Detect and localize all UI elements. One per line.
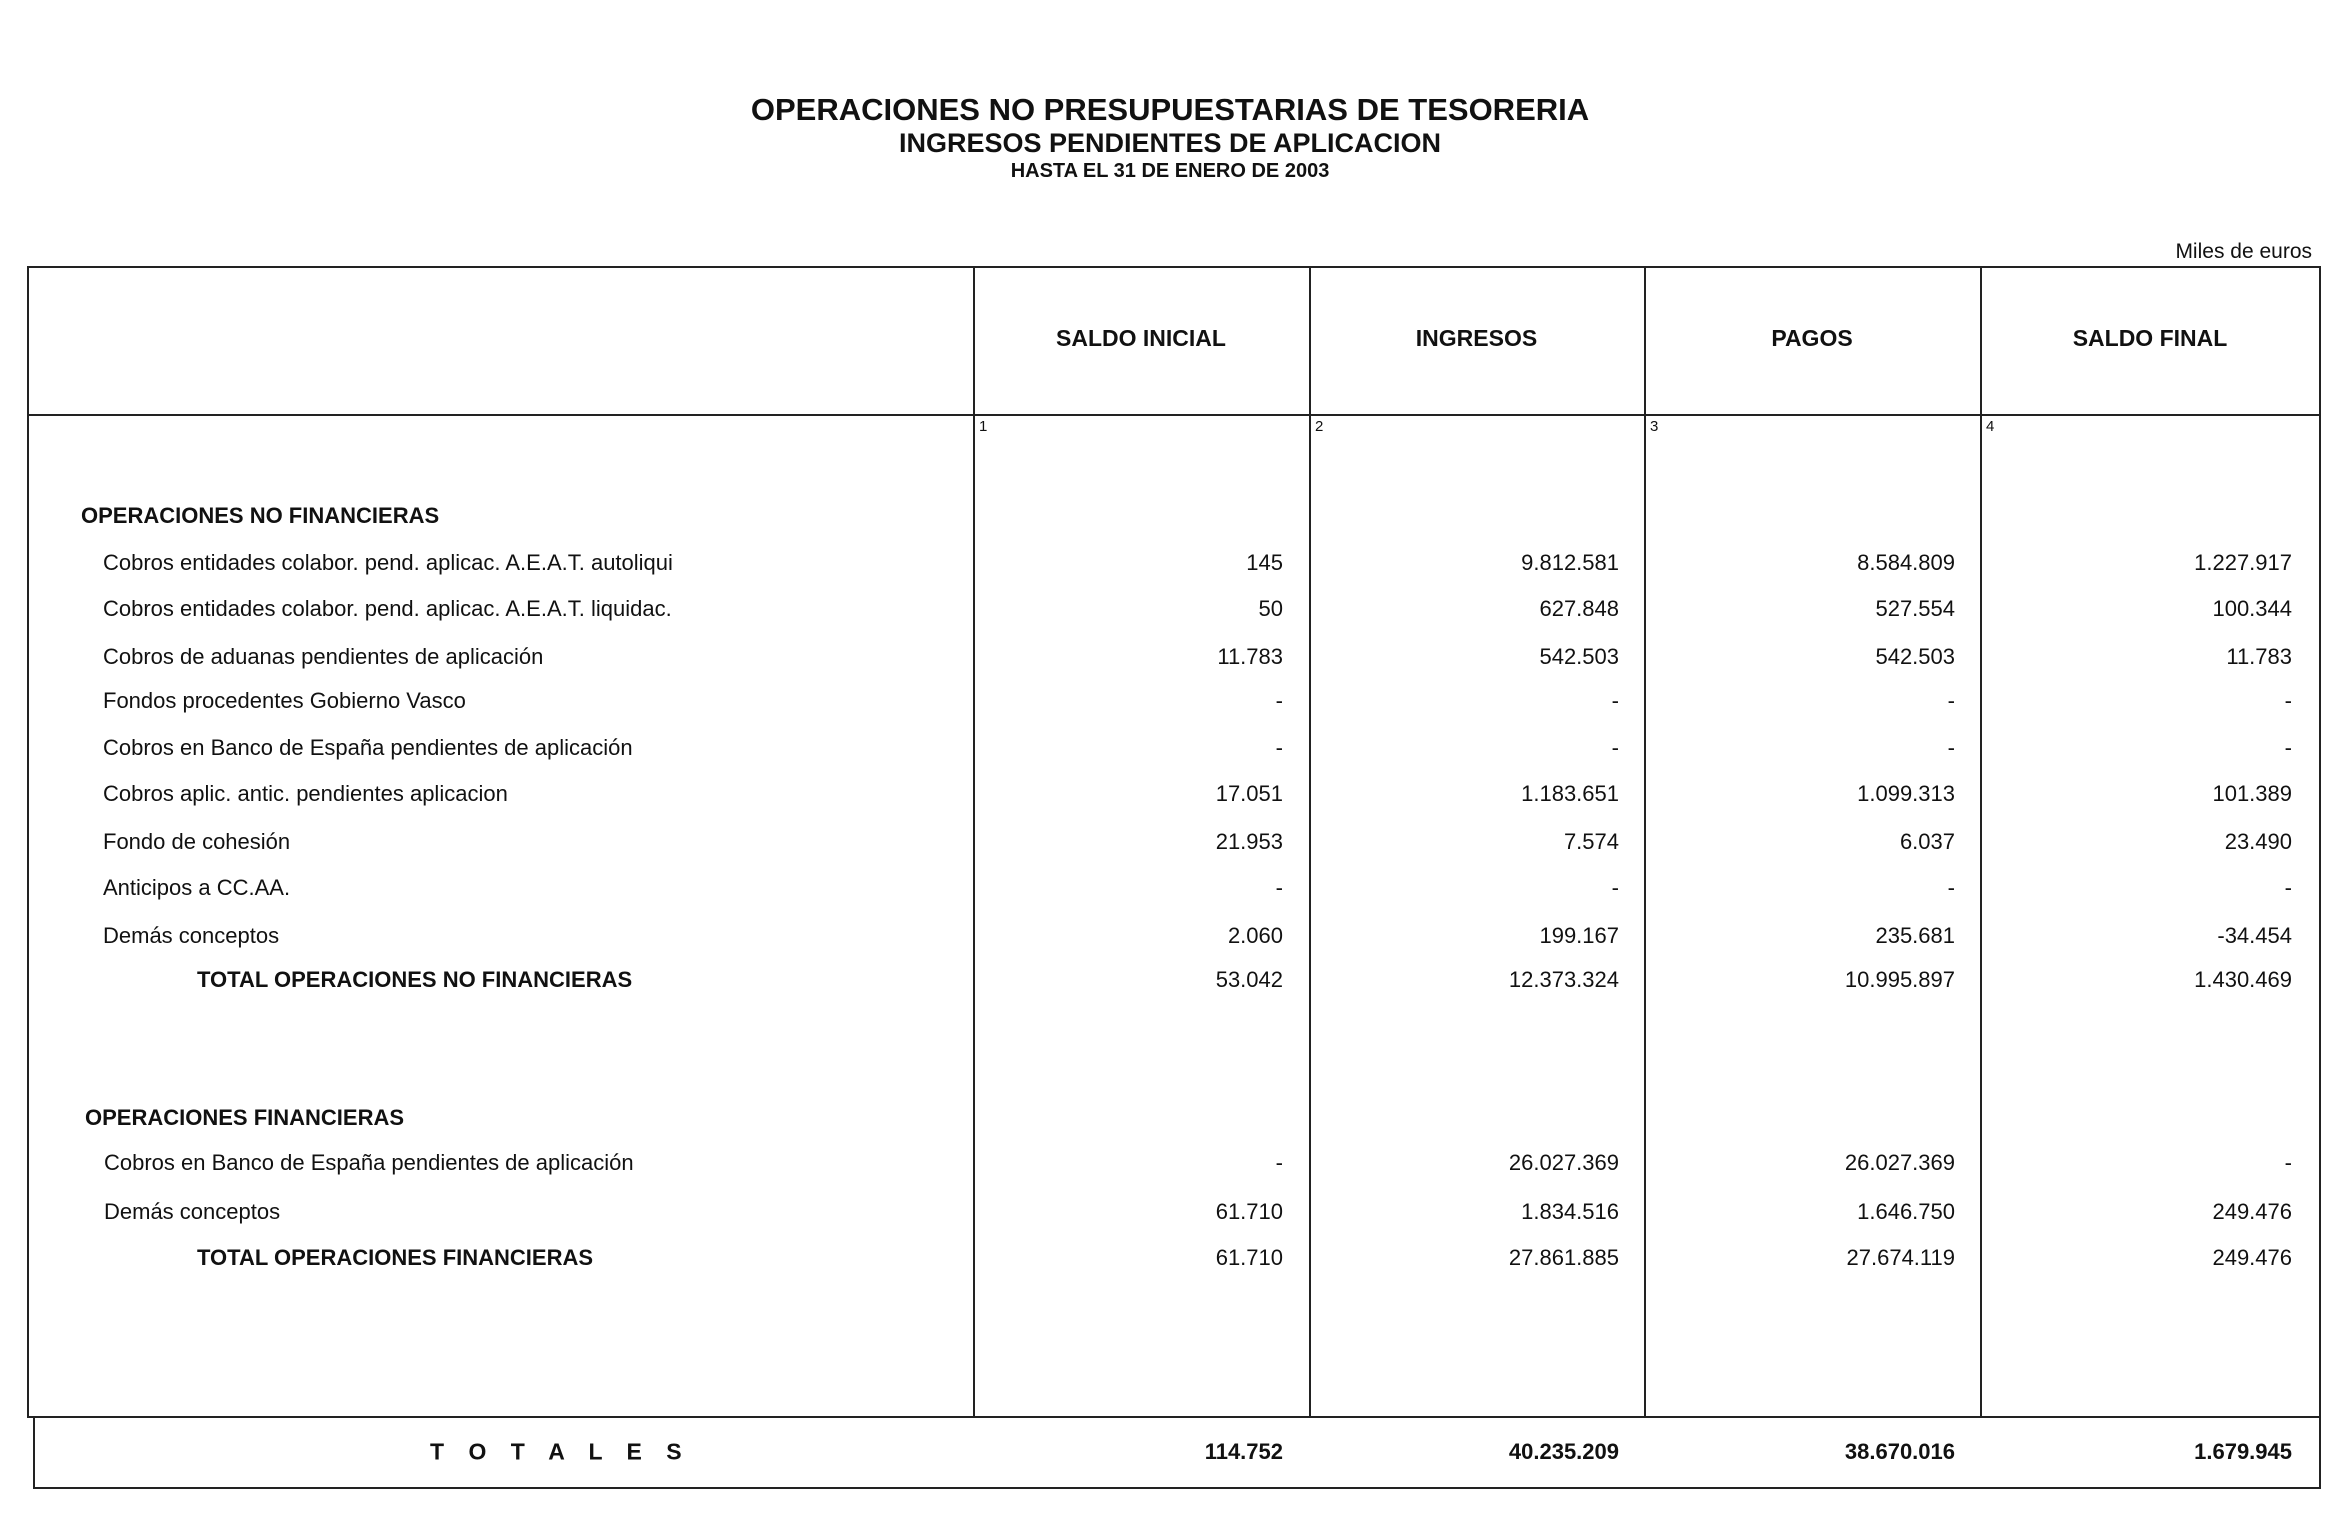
column-number: 1 xyxy=(979,418,988,435)
cell-value: - xyxy=(2284,735,2292,760)
cell-value: 27.674.119 xyxy=(1846,1245,1955,1270)
column-divider xyxy=(1644,266,1646,1418)
cell-value: - xyxy=(1611,735,1619,760)
report-title: OPERACIONES NO PRESUPUESTARIAS DE TESORERIA xyxy=(750,92,1590,127)
cell-value: - xyxy=(1275,735,1283,760)
cell-value: 2.060 xyxy=(1227,923,1283,948)
cell-value: - xyxy=(2284,875,2292,900)
row-label: Fondos procedentes Gobierno Vasco xyxy=(103,688,466,713)
cell-value: 26.027.369 xyxy=(1844,1150,1955,1175)
column-number: 3 xyxy=(1650,418,1659,435)
row-label: Cobros entidades colabor. pend. aplicac. A.E.A.T. liquidac. xyxy=(103,596,672,621)
column-header: PAGOS xyxy=(1771,325,1853,351)
cell-value: 1.430.469 xyxy=(2194,967,2292,992)
cell-value: 542.503 xyxy=(1539,644,1619,669)
cell-value: 527.554 xyxy=(1875,596,1955,621)
column-divider xyxy=(973,266,975,1418)
cell-value: 101.389 xyxy=(2212,781,2292,806)
cell-value: 21.953 xyxy=(1215,829,1283,854)
report-subtitle: INGRESOS PENDIENTES DE APLICACION xyxy=(898,128,1442,158)
cell-value: 11.783 xyxy=(1217,644,1283,669)
column-header: SALDO FINAL xyxy=(2072,325,2228,351)
cell-value: 1.227.917 xyxy=(2194,550,2292,575)
cell-value: 61.710 xyxy=(1215,1199,1283,1224)
cell-value: 100.344 xyxy=(2212,596,2292,621)
column-header: SALDO INICIAL xyxy=(1056,325,1226,351)
cell-value: - xyxy=(1611,688,1619,713)
cell-value: - xyxy=(1947,875,1955,900)
cell-value: 7.574 xyxy=(1563,829,1619,854)
report-period: HASTA EL 31 DE ENERO DE 2003 xyxy=(1010,160,1330,182)
cell-value: 542.503 xyxy=(1875,644,1955,669)
cell-value: - xyxy=(1275,688,1283,713)
cell-value: 12.373.324 xyxy=(1508,967,1619,992)
row-label: Fondo de cohesión xyxy=(103,829,291,854)
cell-value: 1.183.651 xyxy=(1521,781,1619,806)
row-label: Anticipos a CC.AA. xyxy=(103,875,291,900)
cell-value: 23.490 xyxy=(2224,829,2292,854)
cell-value: 11.783 xyxy=(2226,644,2292,669)
row-label: Cobros entidades colabor. pend. aplicac. A.E.A.T. autoliqui xyxy=(103,550,673,575)
row-label: Cobros en Banco de España pendientes de aplicación xyxy=(104,1150,634,1175)
cell-value: 249.476 xyxy=(2212,1245,2292,1270)
cell-value: 50 xyxy=(1258,596,1283,621)
grand-total-value: 114.752 xyxy=(1204,1439,1283,1464)
column-number: 2 xyxy=(1315,418,1324,435)
cell-value: 53.042 xyxy=(1215,967,1283,992)
grand-total-value: 1.679.945 xyxy=(2194,1439,2292,1464)
subtotal-label: TOTAL OPERACIONES FINANCIERAS xyxy=(197,1245,594,1270)
totals-label: T O T A L E S xyxy=(430,1438,691,1465)
cell-value: 26.027.369 xyxy=(1508,1150,1619,1175)
cell-value: 235.681 xyxy=(1875,923,1955,948)
row-label: Cobros de aduanas pendientes de aplicación xyxy=(103,644,544,669)
cell-value: 61.710 xyxy=(1215,1245,1283,1270)
cell-value: - xyxy=(1275,875,1283,900)
cell-value: - xyxy=(2284,1150,2292,1175)
cell-value: 27.861.885 xyxy=(1508,1245,1619,1270)
column-header: INGRESOS xyxy=(1415,325,1538,351)
cell-value: 8.584.809 xyxy=(1857,550,1955,575)
row-label: Demás conceptos xyxy=(103,923,280,948)
column-number: 4 xyxy=(1986,418,1995,435)
section-heading: OPERACIONES FINANCIERAS xyxy=(85,1105,405,1130)
cell-value: 1.834.516 xyxy=(1521,1199,1619,1224)
grand-total-value: 38.670.016 xyxy=(1844,1439,1955,1464)
cell-value: 9.812.581 xyxy=(1521,550,1619,575)
cell-value: - xyxy=(1947,735,1955,760)
cell-value: 249.476 xyxy=(2212,1199,2292,1224)
column-divider xyxy=(1980,266,1982,1418)
subtotal-label: TOTAL OPERACIONES NO FINANCIERAS xyxy=(197,967,633,992)
cell-value: - xyxy=(1947,688,1955,713)
cell-value: 1.099.313 xyxy=(1857,781,1955,806)
cell-value: -34.454 xyxy=(2217,923,2292,948)
cell-value: 627.848 xyxy=(1539,596,1619,621)
cell-value: 6.037 xyxy=(1899,829,1955,854)
cell-value: - xyxy=(1275,1150,1283,1175)
row-label: Cobros aplic. antic. pendientes aplicacion xyxy=(103,781,508,806)
cell-value: 199.167 xyxy=(1539,923,1619,948)
cell-value: - xyxy=(2284,688,2292,713)
cell-value: 1.646.750 xyxy=(1857,1199,1955,1224)
section-heading: OPERACIONES NO FINANCIERAS xyxy=(81,503,440,528)
row-label: Cobros en Banco de España pendientes de aplicación xyxy=(103,735,633,760)
cell-value: 17.051 xyxy=(1215,781,1283,806)
cell-value: 145 xyxy=(1246,550,1283,575)
header-divider xyxy=(27,414,2321,416)
units-label: Miles de euros xyxy=(2175,240,2312,263)
cell-value: 10.995.897 xyxy=(1844,967,1955,992)
column-divider xyxy=(1309,266,1311,1418)
cell-value: - xyxy=(1611,875,1619,900)
grand-total-value: 40.235.209 xyxy=(1508,1439,1619,1464)
row-label: Demás conceptos xyxy=(104,1199,281,1224)
